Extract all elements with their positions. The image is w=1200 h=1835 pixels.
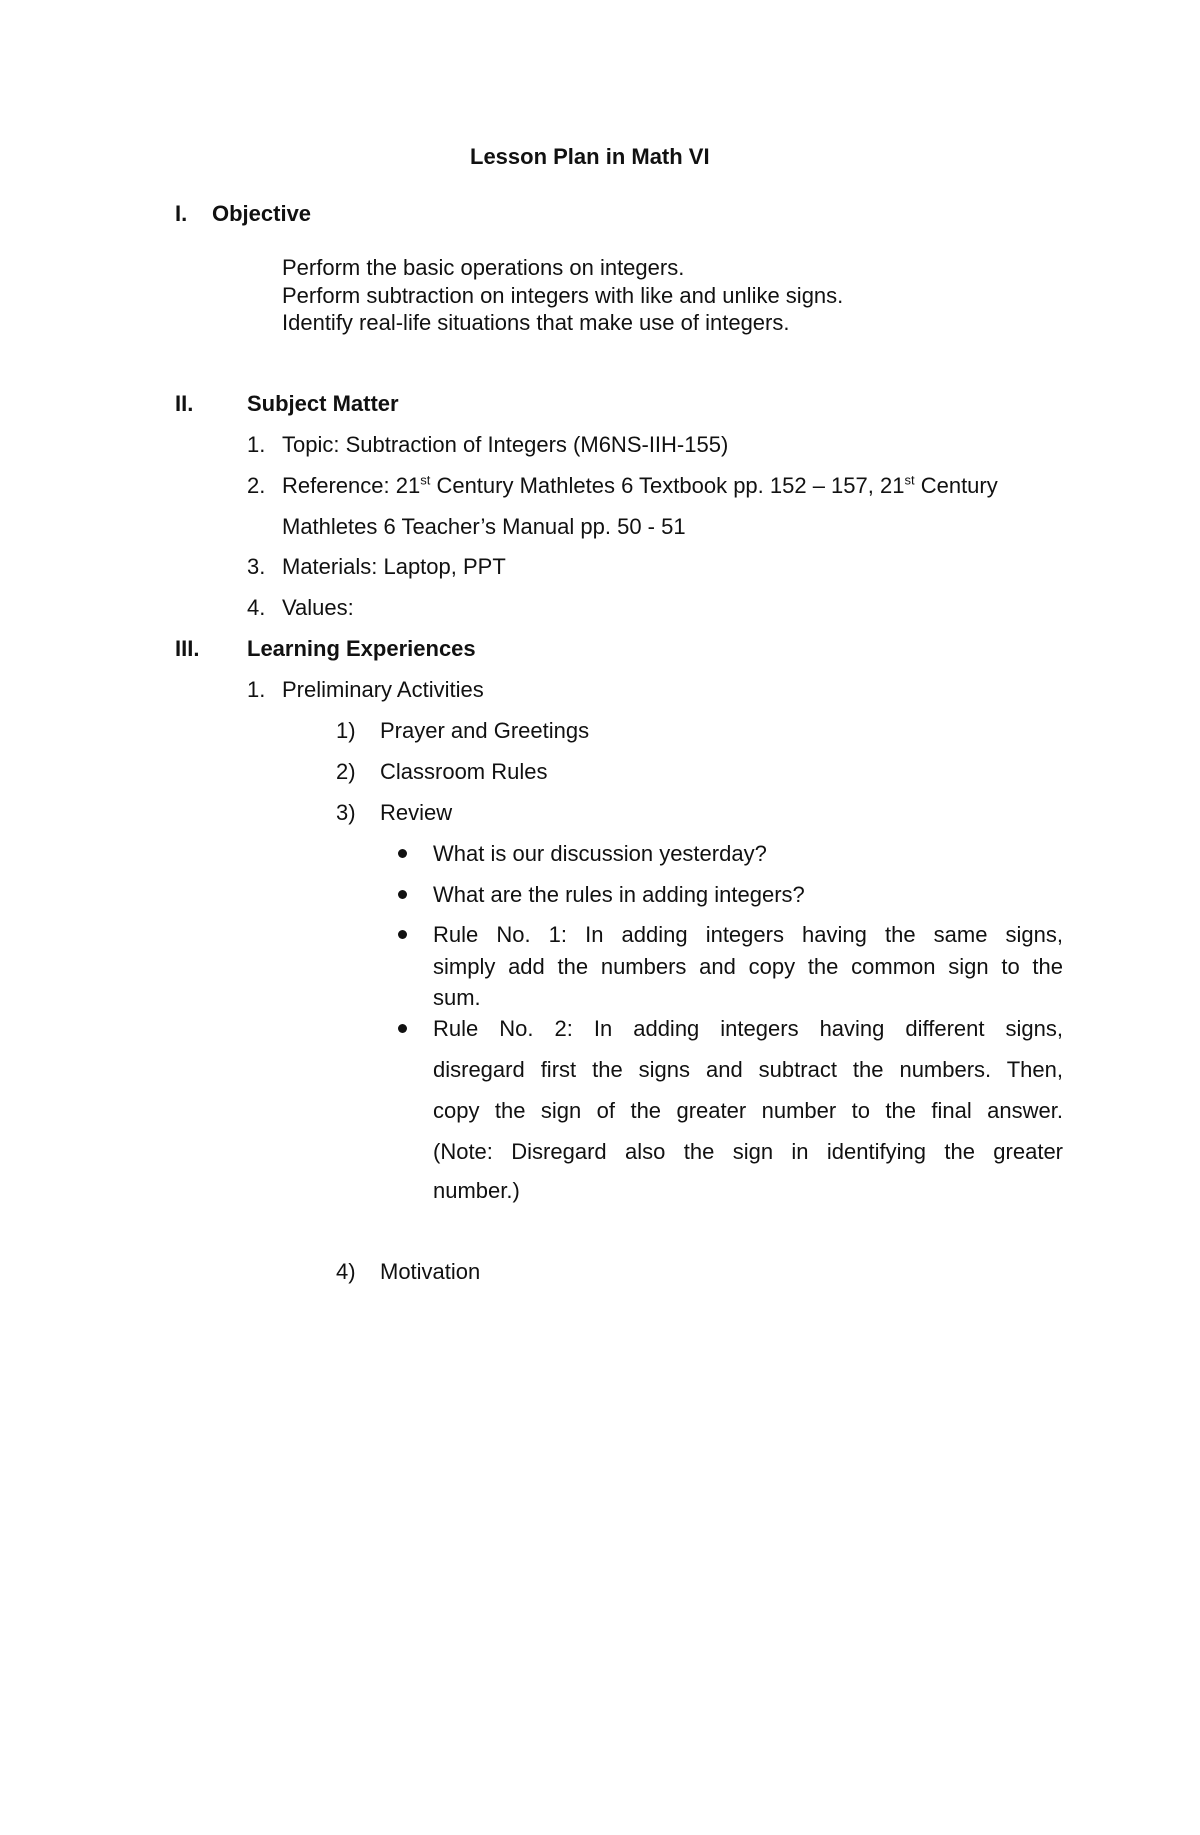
activity-motivation: Motivation bbox=[380, 1259, 481, 1284]
subject-item-number: 3. bbox=[247, 554, 266, 579]
bullet-dot bbox=[398, 930, 407, 939]
subject-item-number: 1. bbox=[247, 432, 266, 457]
subject-item-materials: Materials: Laptop, PPT bbox=[282, 554, 506, 579]
activity-review: Review bbox=[380, 800, 453, 825]
activity-number: 4) bbox=[336, 1259, 356, 1284]
activity-number: 1) bbox=[336, 718, 356, 743]
section-heading-learning-experiences: Learning Experiences bbox=[247, 636, 476, 661]
subject-item-topic: Topic: Subtraction of Integers (M6NS-IIH-155) bbox=[282, 432, 729, 457]
activity-number: 2) bbox=[336, 759, 356, 784]
review-bullet-3-line: Rule No. 1: In adding integers having the same signs, bbox=[433, 922, 1063, 947]
activity-number: 3) bbox=[336, 800, 356, 825]
review-bullet-2: What are the rules in adding integers? bbox=[433, 882, 805, 907]
document-title: Lesson Plan in Math VI bbox=[470, 144, 710, 169]
section-numeral-subject-matter: II. bbox=[175, 391, 194, 416]
section-numeral-objective: I. bbox=[175, 201, 188, 226]
bullet-dot bbox=[398, 1024, 407, 1033]
review-bullet-4-line: number.) bbox=[433, 1178, 520, 1203]
objective-item: Perform the basic operations on integers. bbox=[282, 255, 685, 280]
objective-item: Identify real-life situations that make use of integers. bbox=[282, 310, 790, 335]
activity-prayer: Prayer and Greetings bbox=[380, 718, 590, 743]
subject-item-reference-line2: Mathletes 6 Teacher’s Manual pp. 50 - 51 bbox=[282, 514, 686, 539]
learning-sub-heading: Preliminary Activities bbox=[282, 677, 484, 702]
review-bullet-3-line: simply add the numbers and copy the common sign to the bbox=[433, 954, 1063, 979]
learning-sub-number: 1. bbox=[247, 677, 266, 702]
section-numeral-learning-experiences: III. bbox=[175, 636, 200, 661]
section-heading-objective: Objective bbox=[212, 201, 312, 226]
bullet-dot bbox=[398, 890, 407, 899]
review-bullet-1: What is our discussion yesterday? bbox=[433, 841, 767, 866]
review-bullet-3-line: sum. bbox=[433, 985, 481, 1010]
subject-item-reference: Reference: 21st Century Mathletes 6 Textbook pp. 152 – 157, 21st Century bbox=[282, 472, 998, 498]
activity-classroom-rules: Classroom Rules bbox=[380, 759, 548, 784]
section-heading-subject-matter: Subject Matter bbox=[247, 391, 399, 416]
objective-item: Perform subtraction on integers with like and unlike signs. bbox=[282, 283, 844, 308]
review-bullet-4-line: (Note: Disregard also the sign in identifying the greater bbox=[433, 1139, 1063, 1164]
review-bullet-4-line: disregard first the signs and subtract the numbers. Then, bbox=[433, 1057, 1063, 1082]
review-bullet-4-line: copy the sign of the greater number to the final answer. bbox=[433, 1098, 1063, 1123]
subject-item-number: 2. bbox=[247, 473, 266, 498]
bullet-dot bbox=[398, 849, 407, 858]
subject-item-number: 4. bbox=[247, 595, 266, 620]
review-bullet-4-line: Rule No. 2: In adding integers having different signs, bbox=[433, 1016, 1063, 1041]
subject-item-values: Values: bbox=[282, 595, 354, 620]
